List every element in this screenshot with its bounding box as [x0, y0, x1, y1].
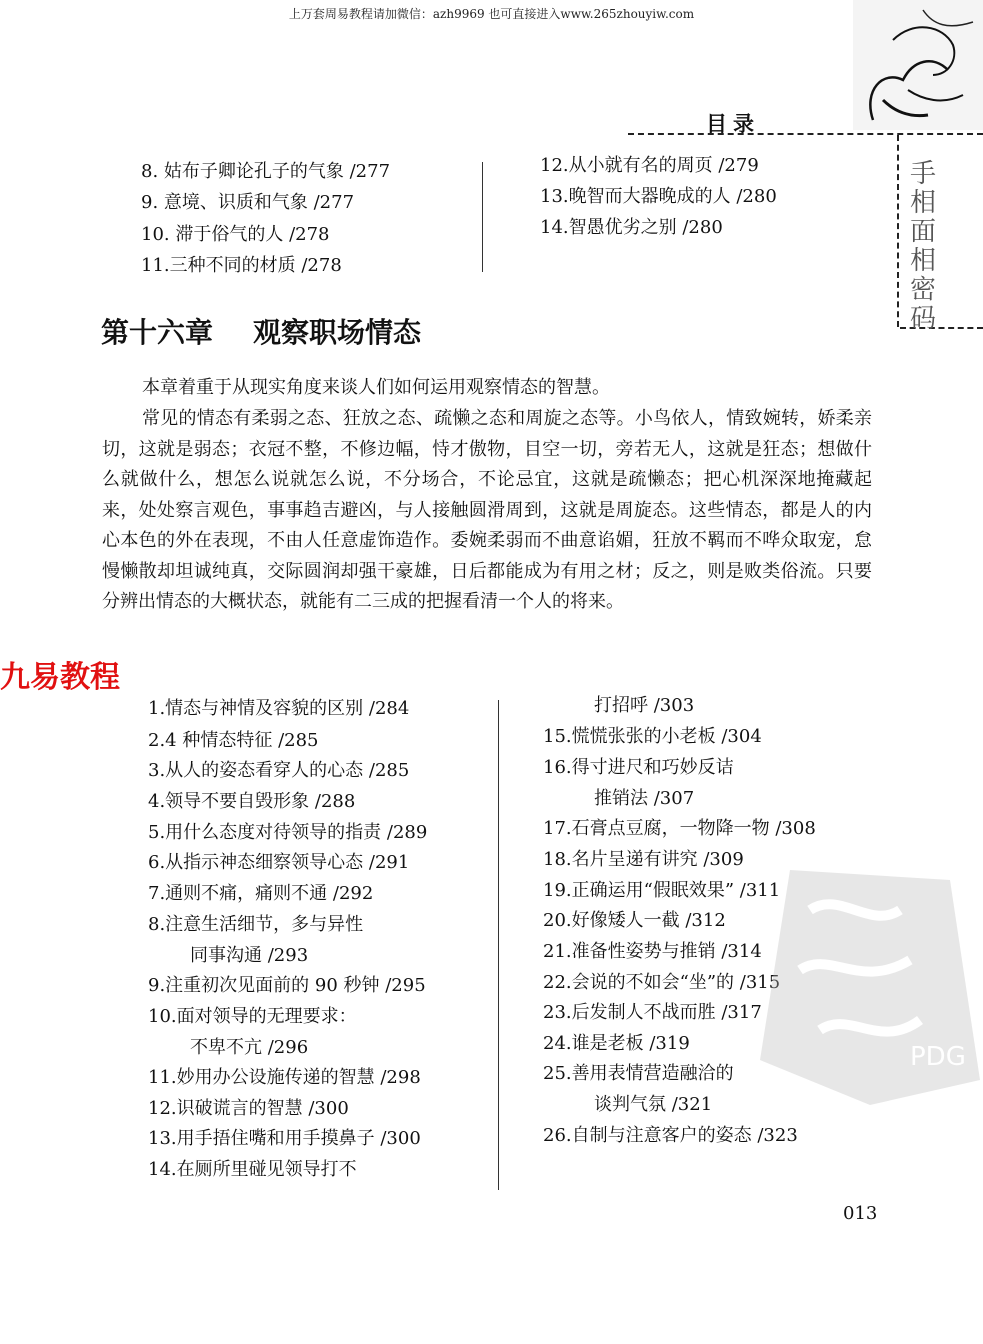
toc-title: 目录: [706, 112, 760, 136]
column-divider: [498, 700, 499, 1190]
stamp-label: PDG: [910, 1042, 966, 1072]
toc-item: 11.妙用办公设施传递的智慧 /298: [148, 1067, 421, 1088]
toc-item: 谈判气氛 /321: [594, 1094, 713, 1115]
toc-item: 24.谁是老板 /319: [543, 1033, 690, 1054]
chapter-number: 第十六章: [101, 316, 214, 349]
page-number: 013: [843, 1203, 878, 1224]
toc-item: 不卑不亢 /296: [190, 1037, 309, 1058]
toc-item: 11.三种不同的材质 /278: [141, 255, 342, 276]
toc-item: 9.注重初次见面前的 90 秒钟 /295: [148, 975, 426, 996]
toc-item: 13.用手捂住嘴和用手摸鼻子 /300: [148, 1128, 421, 1149]
toc-item: 3.从人的姿态看穿人的心态 /285: [148, 760, 410, 781]
toc-item: 1.情态与神情及容貌的区别 /284: [148, 698, 410, 719]
toc-item: 8.注意生活细节，多与异性: [148, 914, 364, 935]
side-tab-char: 面: [909, 217, 936, 247]
watermark-label: 九易教程: [0, 660, 120, 695]
top-banner: 上万套周易教程请加微信：azh9969 也可直接进入www.265zhouyiw.com: [288, 7, 695, 21]
toc-item: 8. 姑布子卿论孔子的气象 /277: [141, 161, 391, 182]
toc-item: 16.得寸进尺和巧妙反诘: [543, 757, 734, 778]
toc-item: 22.会说的不如会“坐”的 /315: [543, 972, 781, 993]
side-tab-char: 相: [909, 188, 936, 218]
corner-sketch-image: [853, 0, 983, 130]
toc-item: 2.4 种情态特征 /285: [148, 730, 319, 751]
toc-item: 推销法 /307: [594, 788, 695, 809]
side-tab-char: 码: [909, 304, 936, 334]
toc-item: 21.准备性姿势与推销 /314: [543, 941, 762, 962]
side-tab-char: 相: [909, 246, 936, 276]
intro-paragraph: 本章着重于从现实角度来谈人们如何运用观察情态的智慧。: [142, 377, 610, 398]
side-tab-char: 密: [909, 275, 936, 305]
side-tab-border: [897, 135, 899, 327]
intro-paragraph: 常见的情态有柔弱之态、狂放之态、疏懒之态和周旋之态等。小鸟依人，情致婉转，娇柔亲切，这就是弱态；衣冠不整，不修边幅，恃才傲物，目空一切，旁若无人，这就是狂态；想做什么就做什么，想怎么说就怎么说，不分场合，不论忌宜，这就是疏懒态；把心机深深地掩藏起来，处处察言观色，事事趋吉避凶，与人接触圆滑周到，这就是周旋态。这些情态，都是人的内心本色的外在表现，不由人任意虚饰造作。委婉柔弱而不曲意谄媚，狂放不羁而不哗众取宠，怠慢懒散却坦诚纯真，交际圆润却强干豪雄，日后都能成为有用之材；反之，则是败类俗流。只要分辨出情态的大概状态，就能有二三成的把握看清一个人的将来。: [102, 408, 872, 612]
toc-item: 25.善用表情营造融洽的: [543, 1063, 734, 1084]
toc-item: 20.好像矮人一截 /312: [543, 910, 726, 931]
toc-item: 14.在厕所里碰见领导打不: [148, 1159, 357, 1180]
toc-item: 10. 滞于俗气的人 /278: [141, 224, 330, 245]
toc-item: 17.石膏点豆腐，一物降一物 /308: [543, 818, 816, 839]
toc-item: 12.从小就有名的周页 /279: [540, 155, 759, 176]
toc-item: 6.从指示神态细察领导心态 /291: [148, 852, 410, 873]
toc-item: 5.用什么态度对待领导的指责 /289: [148, 822, 428, 843]
toc-item: 9. 意境、识质和气象 /277: [141, 192, 355, 213]
toc-title-divider: [628, 133, 983, 135]
toc-item: 19.正确运用“假眠效果” /311: [543, 880, 781, 901]
pdg-stamp-image: [750, 850, 983, 1110]
toc-item: 15.慌慌张张的小老板 /304: [543, 726, 762, 747]
toc-item: 18.名片呈递有讲究 /309: [543, 849, 744, 870]
side-tab-char: 手: [909, 159, 936, 189]
toc-item: 26.自制与注意客户的姿态 /323: [543, 1125, 798, 1146]
toc-item: 10.面对领导的无理要求：: [148, 1006, 357, 1027]
toc-item: 14.智愚优劣之别 /280: [540, 217, 723, 238]
toc-item: 打招呼 /303: [594, 695, 695, 716]
toc-item: 12.识破谎言的智慧 /300: [148, 1098, 349, 1119]
side-tab-book-title: [903, 160, 943, 334]
toc-item: 23.后发制人不战而胜 /317: [543, 1002, 762, 1023]
toc-item: 7.通则不痛，痛则不通 /292: [148, 883, 374, 904]
chapter-heading: [101, 311, 421, 351]
chapter-title: 观察职场情态: [253, 316, 422, 349]
toc-item: 4.领导不要自毁形象 /288: [148, 791, 356, 812]
toc-item: 同事沟通 /293: [190, 945, 309, 966]
toc-item: 13.晚智而大器晚成的人 /280: [540, 186, 777, 207]
column-divider: [482, 162, 483, 272]
